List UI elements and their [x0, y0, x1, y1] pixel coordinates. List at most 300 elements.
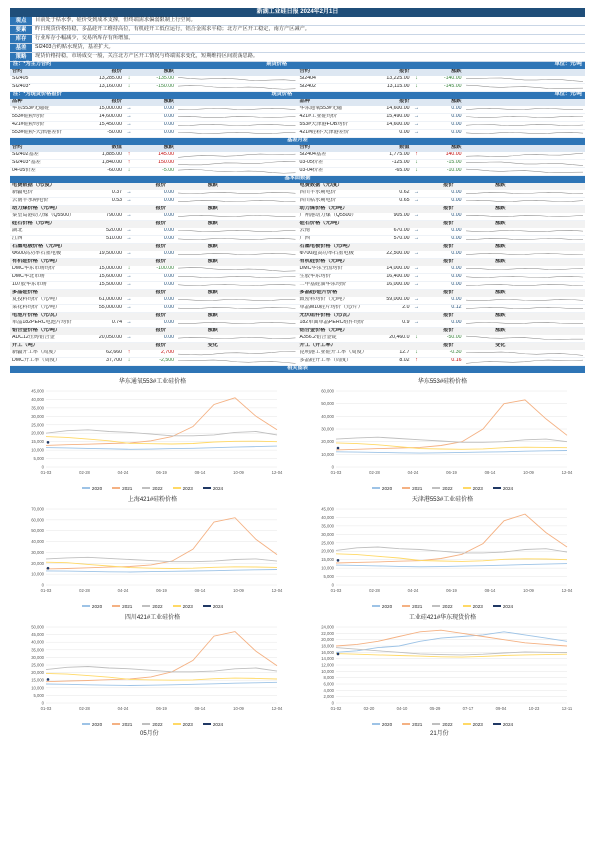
- item-price: 16,000.00: [386, 282, 410, 288]
- table-half: [10, 358, 298, 364]
- change-arrow-icon: ↓: [127, 76, 131, 82]
- sparkline-path: [178, 254, 296, 255]
- series-line-2023: [336, 653, 567, 657]
- group-col-price: 报价: [443, 244, 454, 250]
- y-tick-label: 0: [331, 464, 334, 470]
- group-col-change: 涨跌: [495, 244, 506, 250]
- sparkline-path: [178, 268, 296, 272]
- sparkline-path: [178, 86, 296, 90]
- group-col-price: 报价: [155, 259, 166, 265]
- table-row: [10, 152, 585, 160]
- fundamentals-bar: [10, 176, 585, 183]
- y-tick-label: 20,000: [321, 439, 334, 445]
- header-spark-gap: [176, 69, 298, 75]
- legend-item: [432, 486, 452, 491]
- sparkline-cell: [176, 114, 298, 120]
- sparkline-path: [178, 323, 296, 324]
- sparkline-cell: [464, 76, 586, 82]
- group-col-change: 涨跌: [207, 328, 218, 334]
- group-arrow-gap: [456, 290, 466, 296]
- x-tick-label: 06-19: [156, 587, 167, 593]
- trend-sparkline: [178, 320, 296, 326]
- item-name: SI2402: [299, 84, 316, 90]
- trend-sparkline: [178, 213, 296, 219]
- x-tick-label: 04-24: [117, 587, 129, 593]
- item-change: 0.16: [451, 358, 462, 364]
- trend-sparkline: [466, 160, 584, 166]
- group-arrow-gap: [456, 259, 466, 265]
- sparkline-cell: [464, 114, 586, 120]
- table-row: [10, 213, 585, 221]
- item-price: 15,000.00: [98, 106, 122, 112]
- item-price: 13,160.00: [98, 84, 122, 90]
- sparkline-cell: [464, 190, 586, 196]
- legend-label: 2021: [122, 721, 133, 727]
- item-change: 0.00: [451, 297, 462, 303]
- trend-sparkline: [466, 305, 584, 311]
- item-price: 0.37: [111, 190, 122, 196]
- header-price: 报价: [111, 99, 122, 105]
- legend-label: 2024: [212, 485, 224, 491]
- group-arrow-gap: [456, 328, 466, 334]
- sparkline-path: [178, 133, 296, 134]
- item-change: 0.00: [451, 106, 462, 112]
- change-arrow-icon: →: [413, 251, 420, 257]
- sparkline-path: [466, 78, 584, 82]
- item-price: 0.62: [399, 190, 410, 196]
- table-half: [10, 168, 298, 174]
- group-arrow-gap: [168, 328, 178, 334]
- group-col-price: 报价: [443, 221, 454, 227]
- header-name: 合约: [299, 145, 310, 151]
- table-half: [10, 282, 298, 288]
- group-arrow-gap: [168, 313, 178, 319]
- item-name: 广西: [299, 236, 310, 242]
- legend-item: [372, 722, 392, 727]
- y-tick-label: 50,000: [31, 528, 44, 534]
- summary-text: 昨日现货价格持稳，多晶硅开工维持高位，有机硅开工低位运行，铝合金需求平稳；北方产区开工稳定，南方产区减产。: [35, 25, 310, 32]
- change-arrow-icon: →: [126, 335, 132, 341]
- legend-swatch: [203, 487, 211, 489]
- item-price: -60.00: [107, 168, 122, 174]
- group-header: [10, 313, 585, 320]
- table-half: [298, 213, 586, 219]
- sparkline-path: [178, 117, 296, 118]
- header-name: 品种: [299, 99, 310, 105]
- sparkline-cell: [464, 274, 586, 280]
- group-title: 动力煤价格（元/吨）: [299, 206, 348, 212]
- group-header-half: [10, 290, 298, 296]
- fundamentals-table: [10, 183, 585, 366]
- group-header-half: [10, 221, 298, 227]
- item-price: 15,490.00: [386, 114, 410, 120]
- table-half: [10, 266, 298, 272]
- sparkline-cell: [176, 168, 298, 174]
- spot-table: [10, 99, 585, 138]
- item-price: 520.00: [106, 228, 122, 234]
- x-tick-label: 02-28: [79, 469, 90, 475]
- spot-unit: 单位：元/吨: [554, 91, 582, 98]
- change-arrow-icon: →: [126, 305, 132, 311]
- y-tick-label: 70,000: [31, 506, 44, 512]
- group-arrow-gap: [456, 313, 466, 319]
- item-change: 0.00: [451, 266, 462, 272]
- sparkline-path: [178, 352, 296, 356]
- table-half: [298, 228, 586, 234]
- sparkline-path: [178, 360, 296, 363]
- item-change: -135.00: [156, 76, 174, 82]
- chart-title: 四川421#工业硅价格: [124, 614, 181, 621]
- group-arrow-gap: [456, 206, 466, 212]
- group-header-half: [298, 183, 586, 189]
- header-price: 报价: [111, 69, 122, 75]
- item-price: 2.0: [402, 305, 410, 311]
- sparkline-cell: [176, 297, 298, 303]
- x-tick-label: 10-09: [233, 705, 244, 711]
- group-col-change: 变化: [207, 343, 218, 349]
- legend-item: [402, 722, 422, 727]
- group-header-half: [298, 328, 586, 334]
- trend-sparkline: [466, 228, 584, 234]
- legend-swatch: [112, 723, 120, 725]
- header-change: 涨跌: [451, 145, 462, 151]
- legend-label: 2024: [502, 603, 514, 609]
- sparkline-path: [466, 153, 584, 156]
- legend-label: 2023: [182, 603, 193, 609]
- table-half: [10, 236, 298, 242]
- trend-sparkline: [466, 84, 584, 90]
- x-tick-label: 04-10: [396, 705, 408, 711]
- line-chart: [20, 611, 285, 729]
- table-half: [10, 335, 298, 341]
- legend-label: 2021: [412, 485, 423, 491]
- trend-sparkline: [178, 168, 296, 174]
- legend-item: [372, 604, 392, 609]
- item-name: 江西: [12, 236, 23, 242]
- item-price: -125.00: [391, 160, 410, 166]
- charts-area: [10, 375, 585, 747]
- chart-svg: [310, 375, 575, 493]
- sparkline-cell: [464, 213, 586, 219]
- group-title: 电池片价格（元/瓦）: [12, 313, 61, 319]
- legend-label: 2024: [502, 721, 514, 727]
- item-name: DMC华北市场: [12, 274, 45, 280]
- group-col-change: 涨跌: [495, 206, 506, 212]
- table-half: [10, 84, 298, 90]
- change-arrow-icon: →: [413, 274, 420, 280]
- table-header: [10, 99, 585, 106]
- sparkline-cell: [176, 251, 298, 257]
- group-col-price: 报价: [155, 206, 166, 212]
- change-arrow-icon: →: [413, 305, 420, 311]
- y-tick-label: 0: [331, 582, 334, 588]
- sparkline-path: [466, 193, 584, 194]
- group-header-half: [298, 244, 586, 250]
- header-name: 合约: [299, 69, 310, 75]
- trend-sparkline: [178, 106, 296, 112]
- x-tick-label: 10-09: [233, 587, 244, 593]
- table-header-half: [10, 145, 298, 151]
- sparkline-path: [178, 308, 296, 309]
- sparkline-cell: [464, 84, 586, 90]
- sparkline-path: [466, 117, 584, 118]
- trend-sparkline: [466, 130, 584, 136]
- group-title: 硅石价格（元/吨）: [299, 221, 343, 227]
- item-name: 553#硅粉-天津港差价: [12, 130, 62, 136]
- sparkline-path: [466, 125, 584, 126]
- group-title: 石墨电极价格（元/吨）: [299, 244, 353, 250]
- x-tick-label: 02-28: [369, 469, 380, 475]
- legend-swatch: [82, 605, 90, 607]
- legend-swatch: [432, 723, 440, 725]
- y-tick-label: 40,000: [31, 538, 44, 544]
- item-name: 四川丰水期电价: [299, 190, 336, 196]
- change-arrow-icon: ↓: [127, 168, 131, 174]
- item-price: 14,000.00: [386, 266, 410, 272]
- charts-section-title: 相关图表: [287, 365, 308, 372]
- group-col-price: 报价: [443, 206, 454, 212]
- chart-svg: [310, 611, 575, 729]
- chart-title: 工业硅421#华东现货价格: [408, 614, 477, 621]
- legend-item: [82, 486, 102, 491]
- legend-item: [112, 722, 132, 727]
- item-change: 0.00: [163, 251, 174, 257]
- table-row: [10, 320, 585, 328]
- item-price: -65.00: [394, 168, 410, 174]
- x-tick-label: 01-03: [40, 469, 52, 475]
- item-price: 55,000.00: [98, 305, 122, 311]
- item-name: Φ700超高功率石墨电极: [299, 251, 354, 257]
- legend-item: [112, 604, 132, 609]
- item-change: 0.00: [451, 190, 462, 196]
- trend-sparkline: [178, 274, 296, 280]
- legend-label: 2022: [442, 485, 453, 491]
- table-row: [10, 236, 585, 244]
- legend-swatch: [173, 487, 181, 489]
- sparkline-path: [178, 78, 296, 81]
- header-arrow-gap: [412, 99, 422, 105]
- item-name: SI2405: [12, 76, 29, 82]
- group-title: 动力煤价格（元/吨）: [12, 206, 61, 212]
- item-change: 0.00: [451, 122, 462, 128]
- table-row: [10, 160, 585, 168]
- table-half: [298, 190, 586, 196]
- summary-text: 现货价格持稳，市场成交一般，关注北方产区开工情况与终端需求变化，短期维持区间震荡思路。: [35, 52, 259, 59]
- table-row: [10, 335, 585, 343]
- sparkline-path: [466, 254, 584, 255]
- item-name: 182单面单晶PERC组件均价: [299, 320, 365, 326]
- item-price: 14,600.00: [386, 122, 410, 128]
- group-header-half: [10, 313, 298, 319]
- table-half: [298, 236, 586, 242]
- group-header: [10, 290, 585, 297]
- header-price: 报价: [399, 69, 410, 75]
- group-title: 有机硅价格（元/吨）: [12, 259, 61, 265]
- x-tick-label: 10-09: [523, 469, 534, 475]
- y-tick-label: 40,000: [31, 639, 44, 645]
- table-header-half: [298, 99, 586, 105]
- item-name: 四川枯水期电价: [299, 198, 336, 204]
- item-change: 140.00: [445, 152, 462, 158]
- change-arrow-icon: ↓: [127, 358, 131, 364]
- summary-label: 库存: [10, 35, 32, 43]
- series-line-2022: [46, 666, 277, 671]
- table-half: [298, 358, 586, 364]
- item-name: SI2402基差: [12, 152, 39, 158]
- y-tick-label: 22,000: [321, 630, 334, 636]
- trend-sparkline: [466, 297, 584, 303]
- table-row: [10, 274, 585, 282]
- table-row: [10, 251, 585, 259]
- item-price: 1,885.00: [101, 152, 122, 158]
- group-header-half: [10, 259, 298, 265]
- legend-item: [493, 604, 513, 609]
- y-tick-label: 20,000: [31, 430, 44, 436]
- x-tick-label: 09-04: [495, 705, 507, 711]
- legend-swatch: [493, 487, 501, 489]
- change-arrow-icon: →: [126, 190, 132, 196]
- change-arrow-icon: ↑: [415, 152, 418, 158]
- group-arrow-gap: [168, 259, 178, 265]
- item-change: 145.00: [158, 152, 174, 158]
- spot-section-title: 现货价格: [271, 91, 293, 98]
- trend-sparkline: [178, 114, 296, 120]
- series-point-2024: [337, 652, 340, 655]
- table-header: [10, 145, 585, 152]
- item-change: 0.00: [163, 106, 174, 112]
- legend-item: [142, 604, 162, 609]
- item-change: 0.00: [163, 122, 174, 128]
- group-col-change: 涨跌: [207, 313, 218, 319]
- item-price: 13,115.00: [386, 84, 410, 90]
- legend-swatch: [463, 605, 471, 607]
- sparkline-cell: [464, 282, 586, 288]
- sparkline-cell: [176, 84, 298, 90]
- legend-item: [463, 722, 483, 727]
- item-change: 0.00: [451, 198, 462, 204]
- legend-swatch: [112, 605, 120, 607]
- footer-left: 05月份: [140, 730, 159, 737]
- item-price: 1,840.00: [101, 160, 122, 166]
- trend-sparkline: [178, 266, 296, 272]
- y-tick-label: 6,000: [323, 681, 334, 687]
- x-tick-label: 01-03: [330, 587, 342, 593]
- x-tick-label: 12-04: [271, 705, 283, 711]
- sparkline-path: [466, 133, 584, 134]
- y-tick-label: 15,000: [321, 557, 334, 563]
- change-arrow-icon: →: [413, 122, 420, 128]
- sparkline-cell: [464, 106, 586, 112]
- legend-item: [203, 722, 223, 727]
- legend-item: [203, 604, 223, 609]
- basis-section-title: 基差月差: [287, 137, 308, 144]
- group-header-half: [10, 206, 298, 212]
- table-header-half: [10, 69, 298, 75]
- change-arrow-icon: →: [126, 297, 132, 303]
- table-half: [10, 114, 298, 120]
- table-half: [298, 297, 586, 303]
- sparkline-path: [178, 277, 296, 278]
- table-half: [298, 130, 586, 136]
- item-price: 12.7: [399, 350, 410, 356]
- sparkline-path: [178, 125, 296, 126]
- header-arrow-gap: [124, 99, 134, 105]
- trend-sparkline: [466, 168, 584, 174]
- line-chart: [310, 493, 575, 611]
- x-tick-label: 06-19: [446, 587, 457, 593]
- y-tick-label: 5,000: [33, 692, 44, 698]
- sparkline-cell: [176, 228, 298, 234]
- item-name: 新疆电价: [12, 190, 33, 196]
- item-name: 421#工业硅均价: [299, 114, 337, 120]
- item-change: 0.00: [451, 282, 462, 288]
- sparkline-cell: [176, 213, 298, 219]
- item-name: DMC开工率（周度）: [12, 358, 61, 364]
- x-tick-label: 01-03: [330, 469, 342, 475]
- trend-sparkline: [466, 198, 584, 204]
- charts-bar: [10, 366, 585, 373]
- item-price: 0.9: [402, 320, 410, 326]
- legend-swatch: [493, 723, 501, 725]
- group-col-price: 报价: [443, 259, 454, 265]
- legend-label: 2020: [381, 721, 393, 727]
- change-arrow-icon: ↓: [415, 76, 418, 82]
- series-point-2024: [47, 567, 50, 570]
- y-tick-label: 8,000: [323, 675, 334, 681]
- table-row: [10, 305, 585, 313]
- item-change: -100.00: [156, 266, 174, 272]
- item-name: 多晶硅开工率（周度）: [299, 358, 352, 364]
- legend-label: 2020: [91, 721, 103, 727]
- x-tick-label: 07-17: [462, 705, 474, 711]
- item-change: 0.00: [163, 274, 174, 280]
- table-half: [298, 198, 586, 204]
- change-arrow-icon: →: [126, 106, 132, 112]
- summary-text: SI2403合约贴水现货，基差扩大。: [35, 43, 114, 50]
- x-tick-label: 12-04: [271, 587, 283, 593]
- item-change: 0.00: [451, 114, 462, 120]
- item-name: 421#硅粉均价: [12, 122, 45, 128]
- y-tick-label: 0: [331, 700, 334, 706]
- item-price: 0.74: [111, 320, 122, 326]
- y-tick-label: 18,000: [321, 643, 334, 649]
- y-tick-label: 35,000: [31, 647, 44, 653]
- report-title: 新湖工业硅日报 2024年2月1日: [10, 8, 585, 17]
- sparkline-cell: [176, 76, 298, 82]
- group-col-price: 报价: [155, 221, 166, 227]
- item-change: -2,500: [159, 358, 174, 364]
- table-row: [10, 297, 585, 305]
- item-price: -50.00: [107, 130, 122, 136]
- change-arrow-icon: →: [413, 282, 420, 288]
- sparkline-cell: [464, 266, 586, 272]
- group-header: [10, 328, 585, 335]
- group-col-change: 涨跌: [495, 313, 506, 319]
- item-price: 790.00: [106, 213, 122, 219]
- y-tick-label: 45,000: [321, 506, 334, 512]
- x-tick-label: 08-14: [194, 587, 206, 593]
- group-col-price: 报价: [443, 313, 454, 319]
- legend-label: 2022: [152, 485, 163, 491]
- group-col-change: 涨跌: [207, 244, 218, 250]
- chart-legend: [310, 604, 575, 609]
- change-arrow-icon: ↓: [415, 350, 418, 356]
- group-col-change: 变化: [495, 343, 506, 349]
- summary-row: [10, 53, 585, 62]
- chart-title: 华东553#硅粉价格: [417, 378, 468, 385]
- group-col-change: 涨跌: [495, 328, 506, 334]
- sparkline-path: [466, 336, 584, 340]
